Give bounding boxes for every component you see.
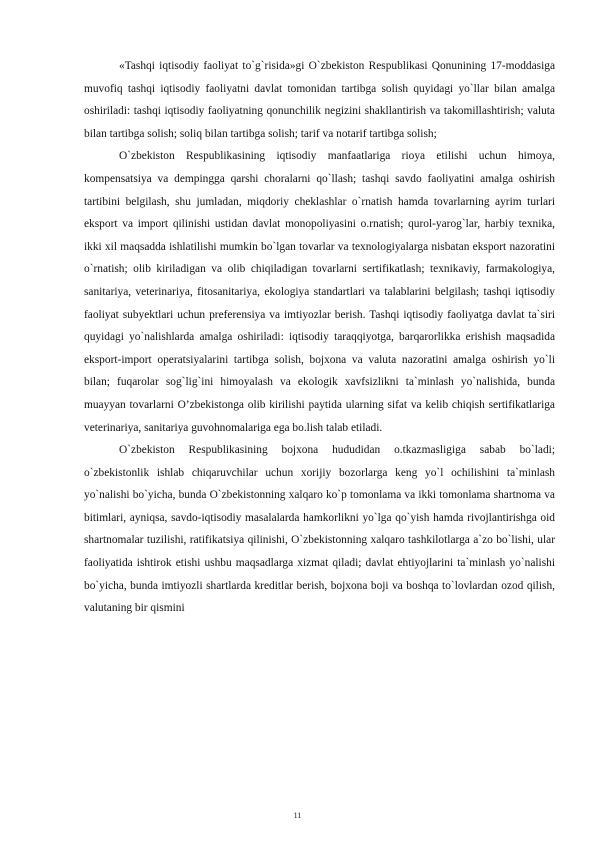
document-body [84,55,555,620]
paragraph-1: «Tashqi iqtisodiy faoliyat to`g`risida»gi O`zbekiston Respublikasi Qonunining 17-moddasiga muvofiq tashqi iqtisodiy faoliyatni davlat tomonidan tartibga solish quyidagi yo`llar bilan amalga oshiriladi: tashqi iqtisodiy faoliyatning qonunchilik negizini shakllantirish va takomillashtirish; valuta bilan tartibga solish; soliq bilan tartibga solish; tarif va notarif tartibga solish; [84,60,555,140]
page-number: 11 [293,811,302,820]
paragraph-2: O`zbekiston Respublikasining iqtisodiy manfaatlariga rioya etilishi uchun himoya, kompensatsiya va dempingga qarshi choralarni qo`llash; tashqi savdo faoliyatini amalga oshirish tartibini belgilash, shu jumladan, miqdoriy cheklashlar o`rnatish hamda tovarlarning ayrim turlari eksport va import qilinishi ustidan davlat monopoliyasini o.rnatish; qurol-yarog`lar, harbiy texnika, ikki xil maqsadda ishlatilishi mumkin bo`lgan tovarlar va texnologiyalarga nisbatan eksport nazoratini o`rnatish; olib kiriladigan va olib chiqiladigan tovarlarni sertifikatlash; texnikaviy, farmakologiya, sanitariya, veterinariya, fitosanitariya, ekologiya standartlari va talablarini belgilash; tashqi iqtisodiy faoliyat subyektlari uchun preferensiya va imtiyozlar berish. Tashqi iqtisodiy faoliyatga davlat ta`siri quyidagi yo`nalishlarda amalga oshiriladi: iqtisodiy taraqqiyotga, barqarorlikka erishish maqsadida eksport-import operatsiyalarini tartibga solish, bojxona va valuta nazoratini amalga oshirish yo`li bilan; fuqarolar sog`lig`ini himoyalash va ekologik xavfsizlikni ta`minlash yo`nalishida, bunda muayyan tovarlarni O’zbekistonga olib kirilishi paytida ularning sifat va kelib chiqish sertifikatlariga veterinariya, sanitariya guvohnomalariga ega bo.lish talab etiladi. [84,150,555,434]
paragraph-3: O`zbekiston Respublikasining bojxona hududidan o.tkazmasligiga sabab bo`ladi; o`zbekistonlik ishlab chiqaruvchilar uchun xorijiy bozorlarga keng yo`l ochilishini ta`minlash yo`nalishi bo`yicha, bunda O`zbekistonning xalqaro ko`p tomonlama va ikki tomonlama shartnoma va bitimlari, ayniqsa, savdo-iqtisodiy masalalarda hamkorlikni yo`lga qo`yish hamda rivojlantirishga oid shartnomalar tuzilishi, ratifikatsiya qilinishi, O`zbekistonning xalqaro tashkilotlarga a`zo bo`lishi, ular faoliyatida ishtirok etishi ushbu maqsadlarga xizmat qiladi; davlat ehtiyojlarini ta`minlash yo`nalishi bo`yicha, bunda imtiyozli shartlarda kreditlar berish, bojxona boji va boshqa to`lovlardan ozod qilish, valutaning bir qismini [84,444,555,615]
